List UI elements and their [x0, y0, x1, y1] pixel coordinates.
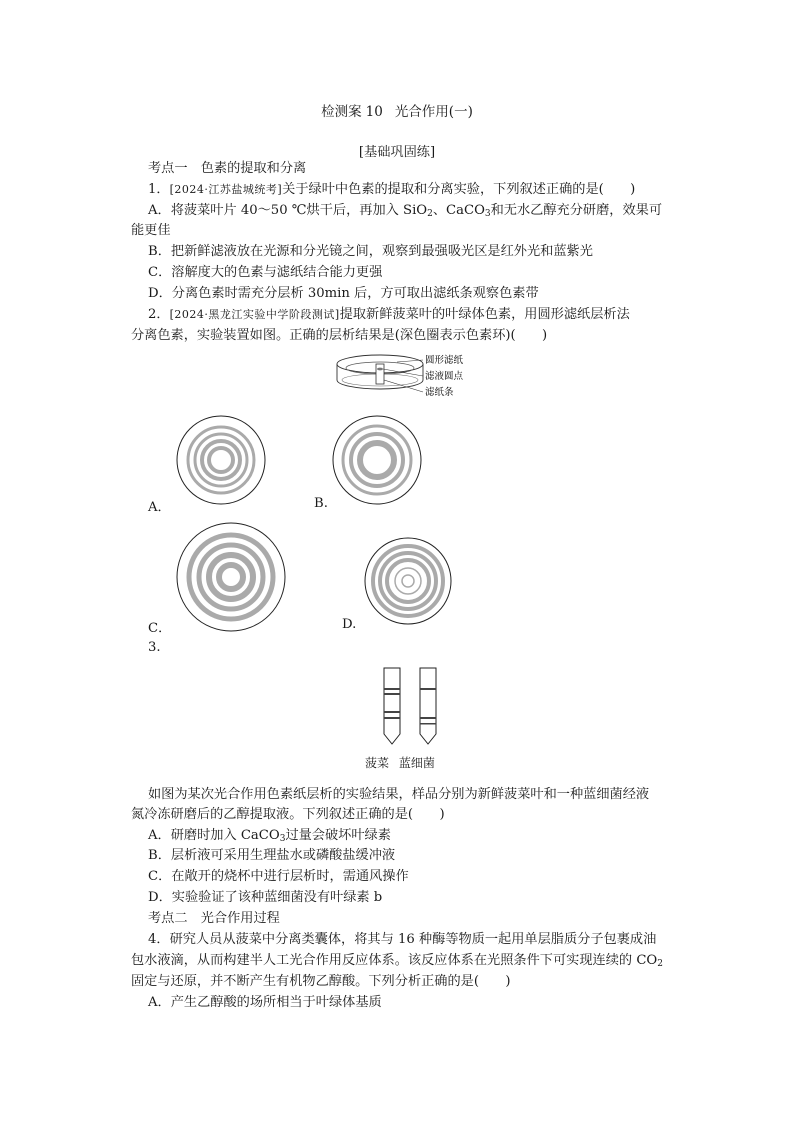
q1-optA-part1: A．将菠菜叶片 40～50 ℃烘干后，再加入 SiO [148, 203, 428, 218]
q3-optA-part2: 过量会破坏叶绿素 [285, 828, 391, 843]
q1-sub-3: 3 [484, 209, 491, 219]
section-heading: [基础巩固练] [358, 145, 436, 160]
leader-line-1 [397, 360, 423, 362]
strip-cyanobacteria [420, 668, 436, 744]
q2-number: 2． [148, 307, 170, 322]
q1-option-c: C．溶解度大的色素与滤纸结合能力更强 [148, 265, 383, 280]
q3-option-b: B．层析液可采用生理盐水或磷酸盐缓冲液 [148, 848, 396, 863]
band-cyano-1 [420, 688, 436, 690]
question-1-stem [148, 181, 635, 199]
sample-dot [377, 368, 383, 371]
q4-option-a: A．产生乙醇酸的场所相当于叶绿体基质 [148, 995, 382, 1010]
q1-optA-part3: 和无水乙醇充分研磨，效果可 [490, 203, 663, 218]
q4-sub-2: 2 [657, 959, 663, 969]
title-prefix: 检测案 [321, 104, 362, 120]
title-number: 10 [365, 104, 383, 120]
q1-option-b: B．把新鲜滤液放在光源和分光镜之间，观察到最强吸光区是红外光和蓝紫光 [148, 244, 593, 259]
strip-spinach [384, 668, 400, 744]
q2-apparatus-diagram [335, 350, 495, 410]
band-spinach-3 [384, 711, 400, 713]
q1-option-a-cont: 能更佳 [131, 223, 171, 238]
q1-optA-part2: 、CaCO [432, 203, 485, 218]
question-2-stem [148, 306, 630, 324]
q3-stem-cont: 氮冷冻研磨后的乙醇提取液。下列叙述正确的是( ) [131, 807, 445, 822]
q3-paper-strips-figure [370, 666, 470, 748]
q3-sub-3: 3 [279, 834, 286, 844]
q2-stem-text: 提取新鲜菠菜叶的叶绿体色素，用圆形滤纸层析法 [339, 307, 630, 322]
page-title [0, 100, 794, 120]
fig-label-filter-strip: 滤纸条 [425, 387, 454, 398]
band-spinach-1 [384, 688, 400, 690]
q2-source: [2024·黑龙江实验中学阶段测试] [169, 308, 340, 321]
fig-label-filter-paper: 圆形滤纸 [425, 355, 464, 366]
topic-heading-2: 考点二 光合作用过程 [148, 911, 280, 926]
option-b-chromatogram [332, 415, 422, 505]
label-spinach: 菠菜 [365, 756, 390, 770]
band-spinach-4 [384, 717, 400, 719]
q4-stem-cont-2: 固定与还原，并不断产生有机物乙醇酸。下列分析正确的是( ) [131, 974, 511, 989]
q3-option-c: C．在敞开的烧杯中进行层析时，需通风操作 [148, 869, 409, 884]
q1-number: 1． [148, 182, 170, 197]
option-c-label: C． [148, 621, 172, 636]
q2-stem-cont: 分离色素，实验装置如图。正确的层析结果是(深色圈表示色素环)( ) [131, 328, 548, 343]
q4-line2-text: 包水液滴，从而构建半人工光合作用反应体系。该反应体系在光照条件下可实现连续的 CO [131, 953, 658, 968]
option-a-label: A． [148, 500, 171, 515]
band-cyano-2 [420, 717, 436, 719]
fig-label-sample-dot: 滤液圆点 [425, 371, 464, 382]
q4-stem: 4．研究人员从菠菜中分离类囊体，将其与 16 种酶等物质一起用单层脂质分子包裹成油 [148, 932, 657, 947]
center-b [367, 450, 387, 470]
q1-option-d: D．分离色素时需充分层析 30min 后，方可取出滤纸条观察色素带 [148, 286, 539, 301]
q3-stem: 如图为某次光合作用色素纸层析的实验结果，样品分别为新鲜菠菜叶和一种蓝细菌经液 [148, 787, 650, 802]
option-c-chromatogram [176, 522, 286, 632]
q1-stem-text: 关于绿叶中色素的提取和分离实验，下列叙述正确的是( ) [282, 182, 636, 197]
title-main: 光合作用(一) [394, 104, 473, 120]
center-c [225, 571, 237, 583]
tube-labels [365, 754, 435, 772]
option-b-label: B. [314, 496, 328, 511]
topic-heading-1: 考点一 色素的提取和分离 [148, 161, 307, 176]
option-d-label: D. [342, 617, 357, 632]
option-a-chromatogram [176, 415, 266, 505]
q3-optA-part1: A．研磨时加入 CaCO [148, 828, 280, 843]
option-d-chromatogram [364, 537, 452, 625]
q1-sub-2: 2 [427, 209, 433, 219]
q3-number: 3. [148, 640, 161, 655]
q1-source: [2024·江苏盐城统考] [169, 183, 283, 196]
band-cyano-3 [420, 723, 436, 725]
q3-option-a [148, 827, 391, 845]
band-spinach-2 [384, 693, 400, 695]
filter-strip [376, 364, 384, 384]
label-cyanobacteria: 蓝细菌 [398, 756, 435, 770]
q3-option-d: D．实验验证了该种蓝细菌没有叶绿素 b [148, 890, 383, 905]
center-a [215, 454, 227, 466]
q1-option-a [148, 202, 662, 220]
q4-stem-cont-1 [131, 952, 663, 970]
